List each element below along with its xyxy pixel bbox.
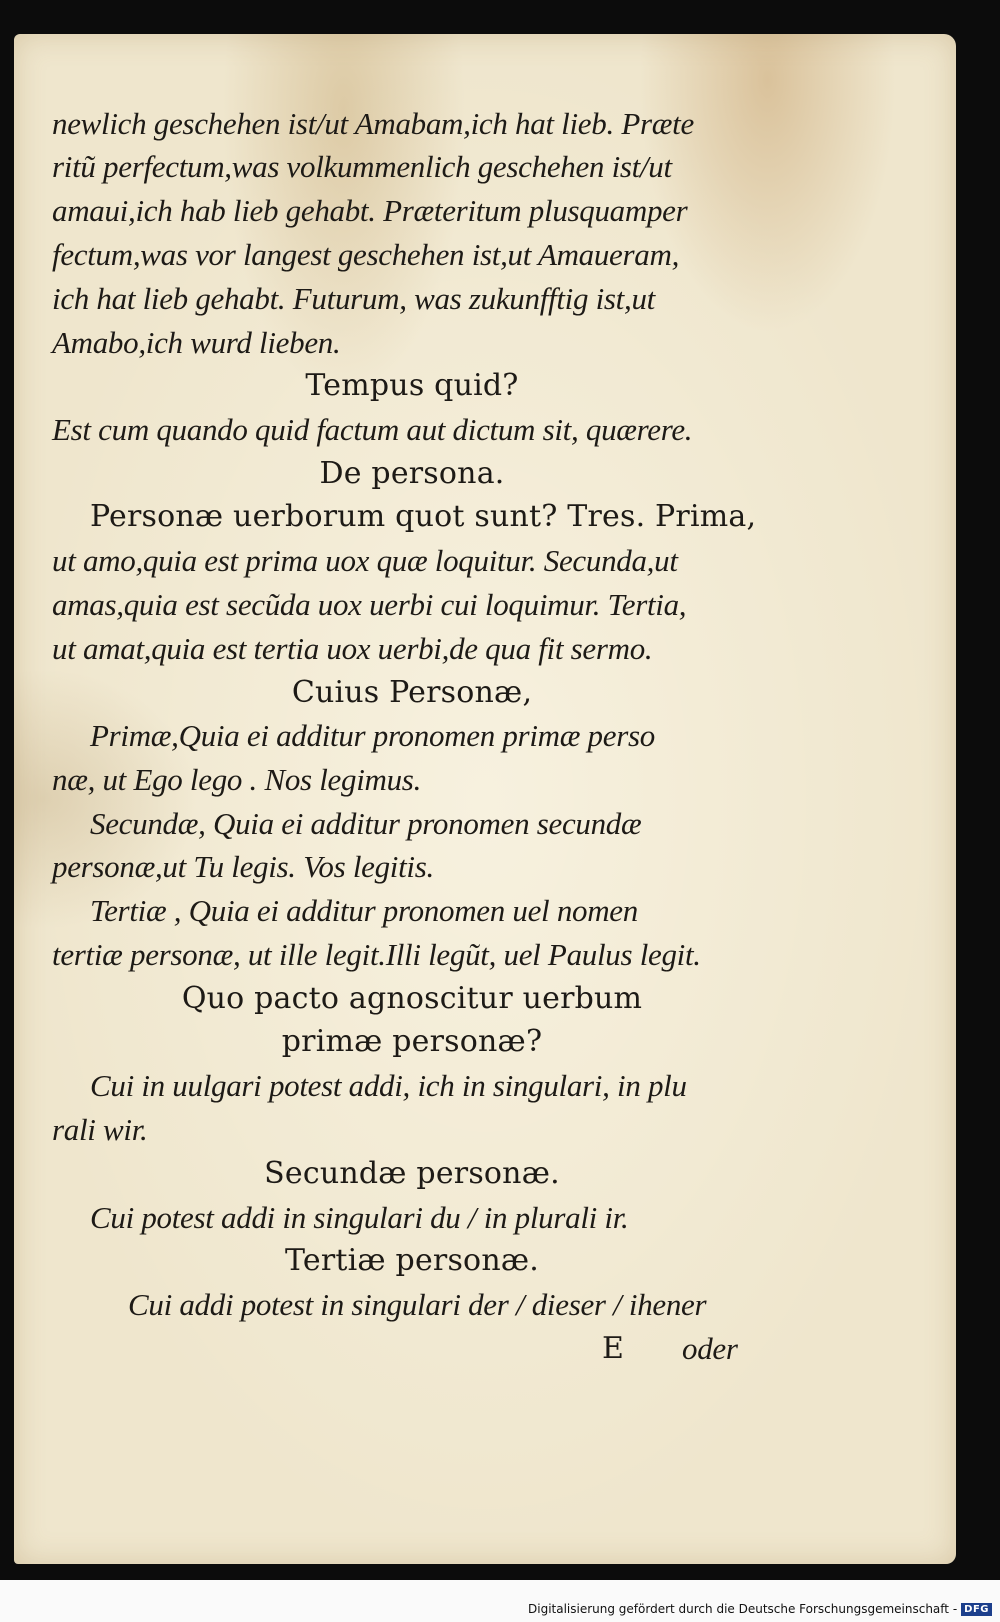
dfg-logo: DFG (961, 1603, 992, 1616)
text-line: amaui,ich hab lieb gehabt. Præteritum plusquamper (52, 193, 688, 228)
section-heading: Quo pacto agnoscitur uerbum (181, 981, 643, 1016)
section-heading: primæ personæ? (281, 1024, 543, 1059)
text-line: ut amat,quia est tertia uox uerbi,de qua fit sermo. (52, 631, 653, 666)
section-heading: De persona. (319, 456, 505, 491)
section-heading: Secundæ personæ. (264, 1156, 560, 1191)
text-line: Primæ,Quia ei additur pronomen primæ perso (90, 718, 655, 753)
section-heading: Cuius Personæ, (291, 675, 533, 710)
text-line: Amabo,ich wurd lieben. (52, 325, 341, 360)
section-heading: Tertiæ personæ. (285, 1243, 539, 1278)
section-heading: Tempus quid? (305, 368, 519, 403)
text-line: Personæ uerborum quot sunt? Tres. Prima, (90, 499, 757, 534)
book-page (14, 34, 956, 1564)
text-line: tertiæ personæ, ut ille legit.Illi legũt, uel Paulus legit. (52, 937, 701, 972)
text-line: Tertiæ , Quia ei additur pronomen uel nomen (90, 893, 638, 928)
text-line: amas,quia est secũda uox uerbi cui loquimur. Tertia, (52, 587, 687, 622)
text-line: næ, ut Ego lego . Nos legimus. (52, 762, 422, 797)
text-line: ritũ perfectum,was volkummenlich geschehen ist/ut (52, 149, 672, 184)
text-line: ich hat lieb gehabt. Futurum, was zukunfftig ist,ut (52, 281, 655, 316)
digitization-credit (528, 1602, 992, 1616)
text-line: rali wir. (52, 1112, 148, 1147)
signature-mark: E (602, 1331, 625, 1366)
text-line: Cui in uulgari potest addi, ich in singulari, in plu (90, 1068, 687, 1103)
text-line: ut amo,quia est prima uox quæ loquitur. Secunda,ut (52, 543, 678, 578)
catchword: oder (682, 1331, 738, 1366)
text-line: Cui addi potest in singulari der / dieser / ihener (128, 1287, 707, 1322)
text-line: fectum,was vor langest geschehen ist,ut Amaueram, (52, 237, 680, 272)
credit-text: Digitalisierung gefördert durch die Deutsche Forschungsgemeinschaft - (528, 1602, 958, 1616)
text-line: Cui potest addi in singulari du / in plurali ir. (90, 1200, 629, 1235)
text-line: newlich geschehen ist/ut Amabam,ich hat lieb. Præte (52, 106, 694, 141)
text-line: Secundæ, Quia ei additur pronomen secundæ (90, 806, 642, 841)
text-line: personæ,ut Tu legis. Vos legitis. (52, 849, 434, 884)
text-line: Est cum quando quid factum aut dictum sit, quærere. (52, 412, 693, 447)
